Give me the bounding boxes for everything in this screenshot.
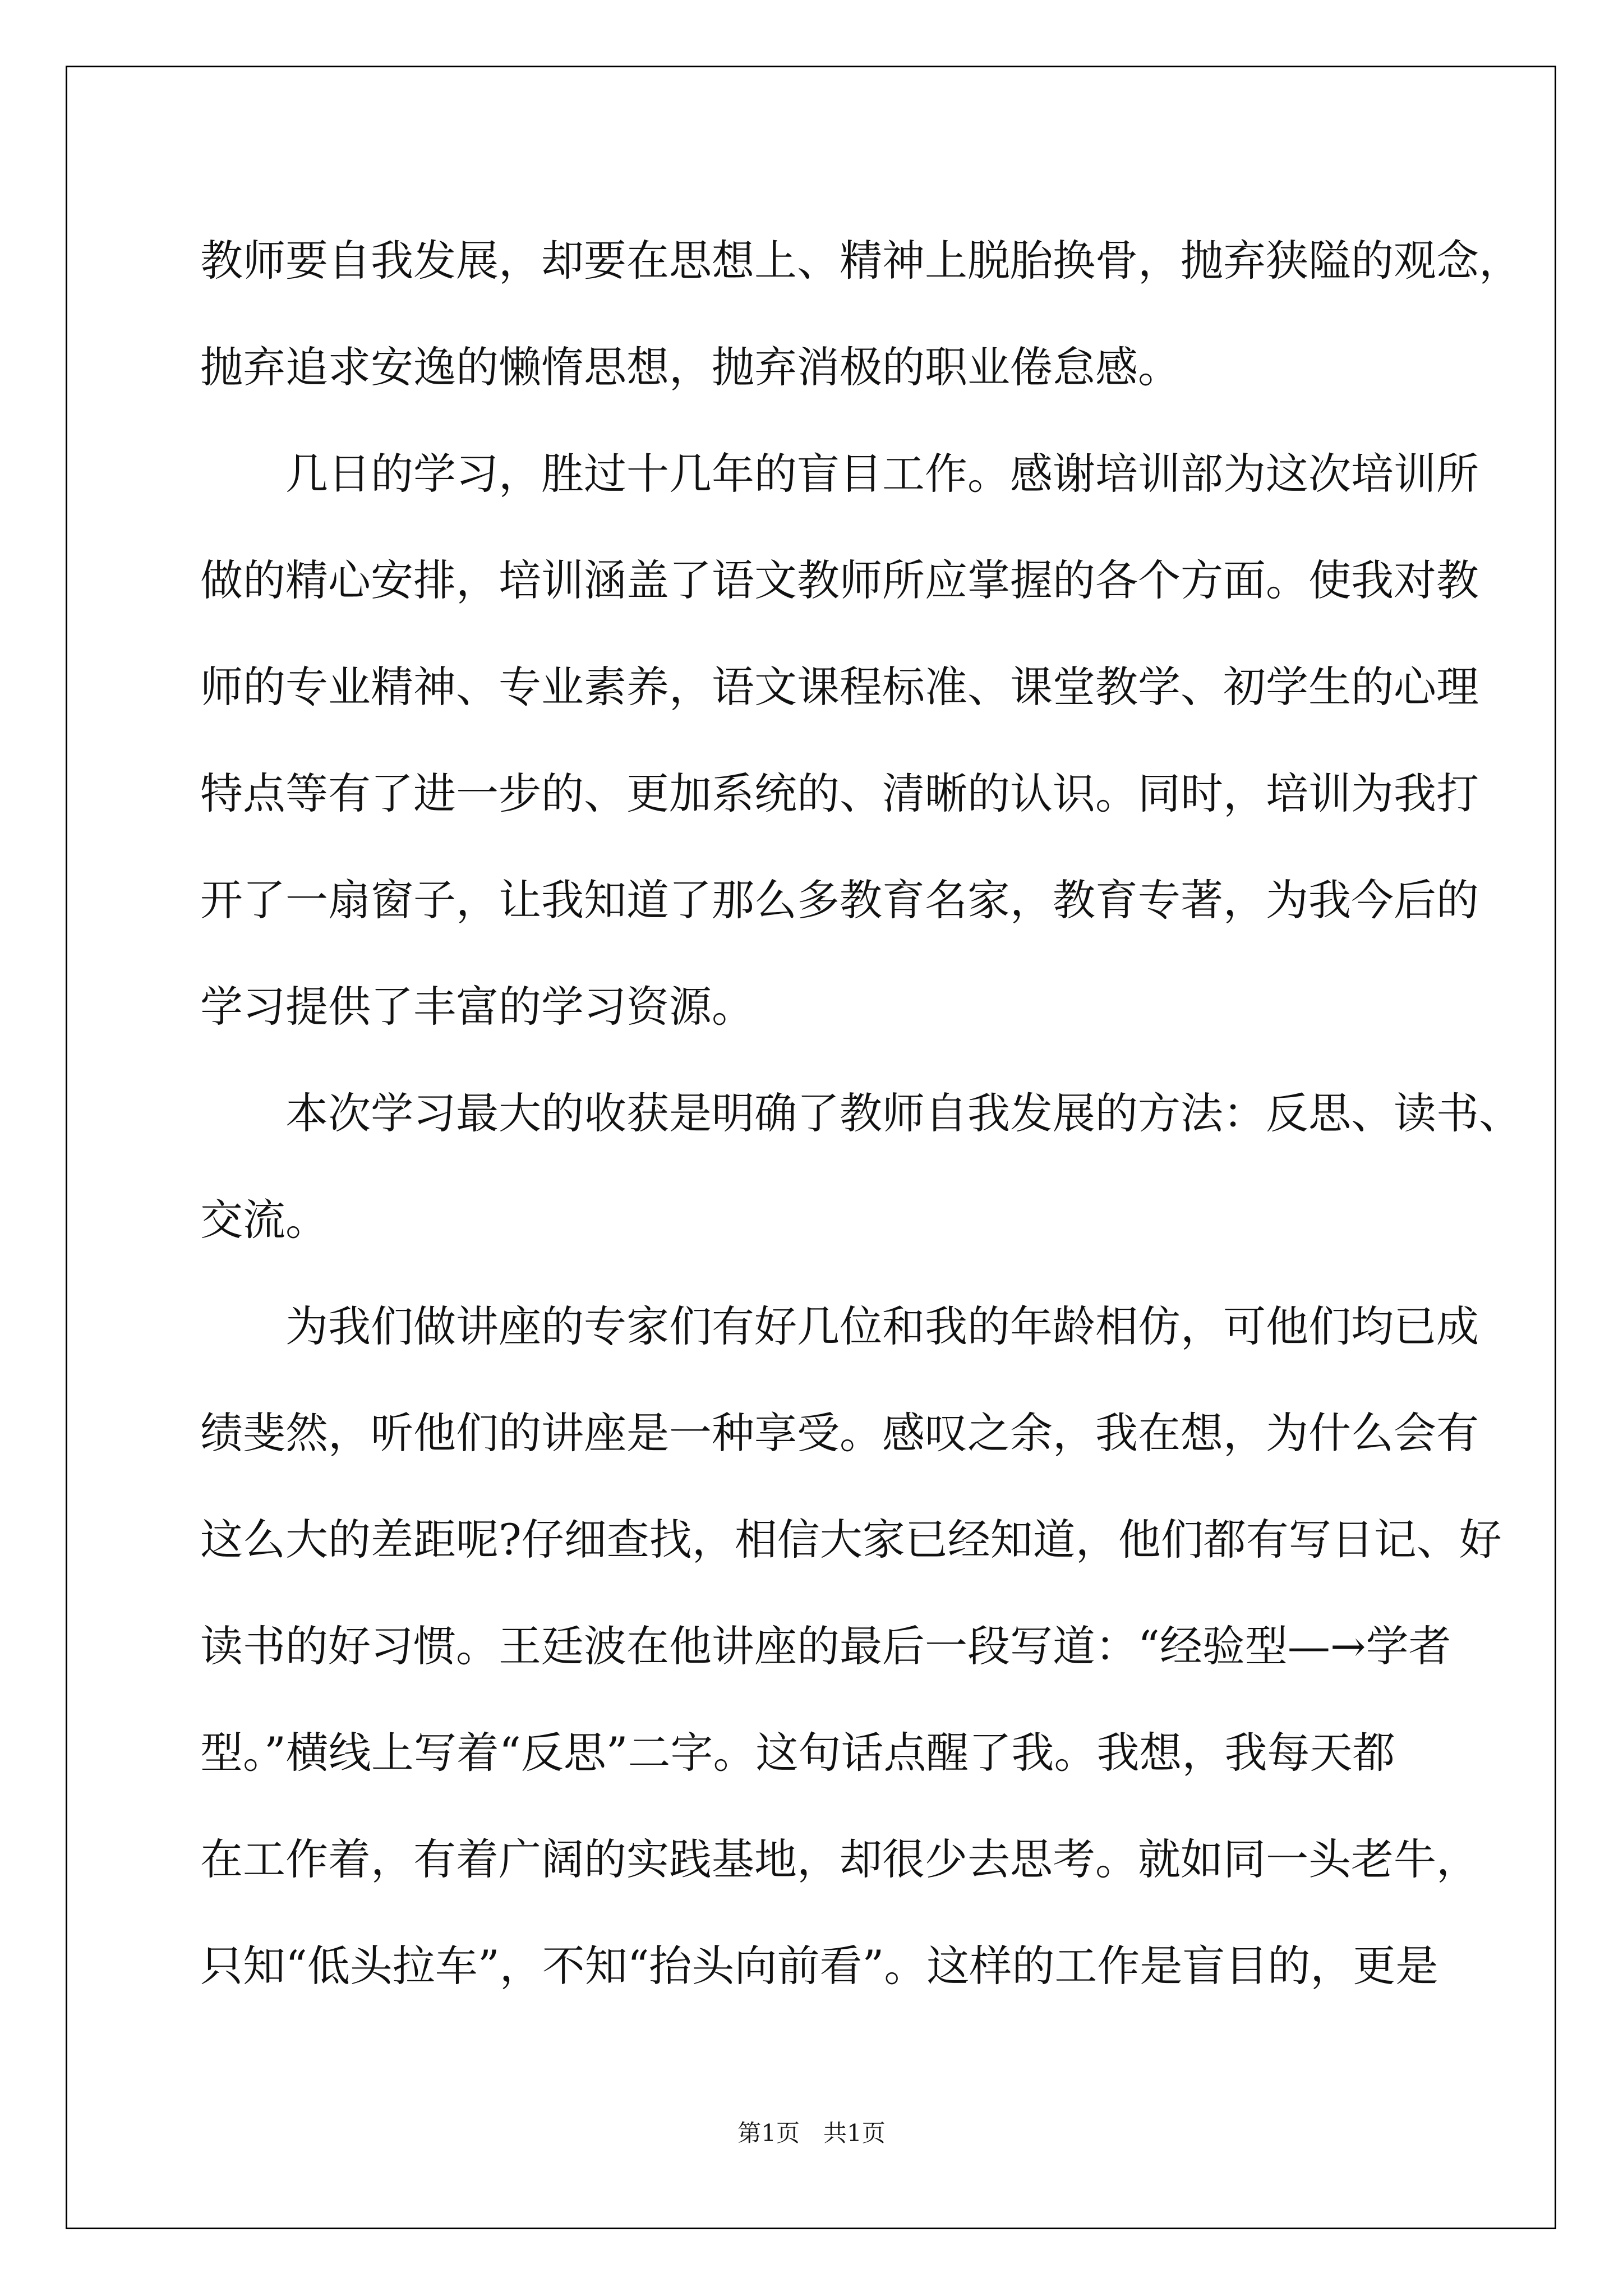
- text-line: 特点等有了进一步的、更加系统的、清晰的认识。同时，培训为我打: [200, 769, 1479, 818]
- text-line: 本次学习最大的收获是明确了教师自我发展的方法：反思、读书、: [285, 1088, 1521, 1138]
- text-line: 读书的好习惯。王廷波在他讲座的最后一段写道：“经验型—→学者: [200, 1621, 1451, 1671]
- text-line: 抛弃追求安逸的懒惰思想，抛弃消极的职业倦怠感。: [200, 342, 1181, 392]
- paragraph: [200, 1273, 1502, 2019]
- text-line: 这么大的差距呢?仔细查找，相信大家已经知道，他们都有写日记、好: [200, 1515, 1502, 1565]
- paragraph: [200, 208, 1521, 421]
- page-number-footer: 第1页 共1页: [737, 2119, 886, 2147]
- paragraph: [200, 1060, 1521, 1273]
- text-line: 型。”横线上写着“反思”二字。这句话点醒了我。我想，我每天都: [200, 1728, 1395, 1778]
- text-line: 绩斐然，听他们的讲座是一种享受。感叹之余，我在想，为什么会有: [200, 1408, 1479, 1458]
- text-line: 只知“低头拉车”，不知“抬头向前看”。这样的工作是盲目的，更是: [200, 1941, 1438, 1991]
- text-line: 教师要自我发展，却要在思想上、精神上脱胎换骨，抛弃狭隘的观念，: [200, 236, 1521, 286]
- document-body: [200, 208, 1521, 2019]
- text-line: 学习提供了丰富的学习资源。: [200, 982, 754, 1032]
- text-line: 开了一扇窗子，让我知道了那么多教育名家，教育专著，为我今后的: [200, 875, 1479, 925]
- text-line: 师的专业精神、专业素养，语文课程标准、课堂教学、初学生的心理: [200, 662, 1479, 712]
- text-line: 交流。: [200, 1195, 328, 1245]
- text-line: 做的精心安排，培训涵盖了语文教师所应掌握的各个方面。使我对教: [200, 555, 1479, 605]
- text-line: 为我们做讲座的专家们有好几位和我的年龄相仿，可他们均已成: [285, 1301, 1479, 1351]
- text-line: 几日的学习，胜过十几年的盲目工作。感谢培训部为这次培训所: [285, 449, 1479, 499]
- text-line: 在工作着，有着广阔的实践基地，却很少去思考。就如同一头老牛，: [200, 1834, 1479, 1884]
- paragraph: [200, 421, 1479, 1060]
